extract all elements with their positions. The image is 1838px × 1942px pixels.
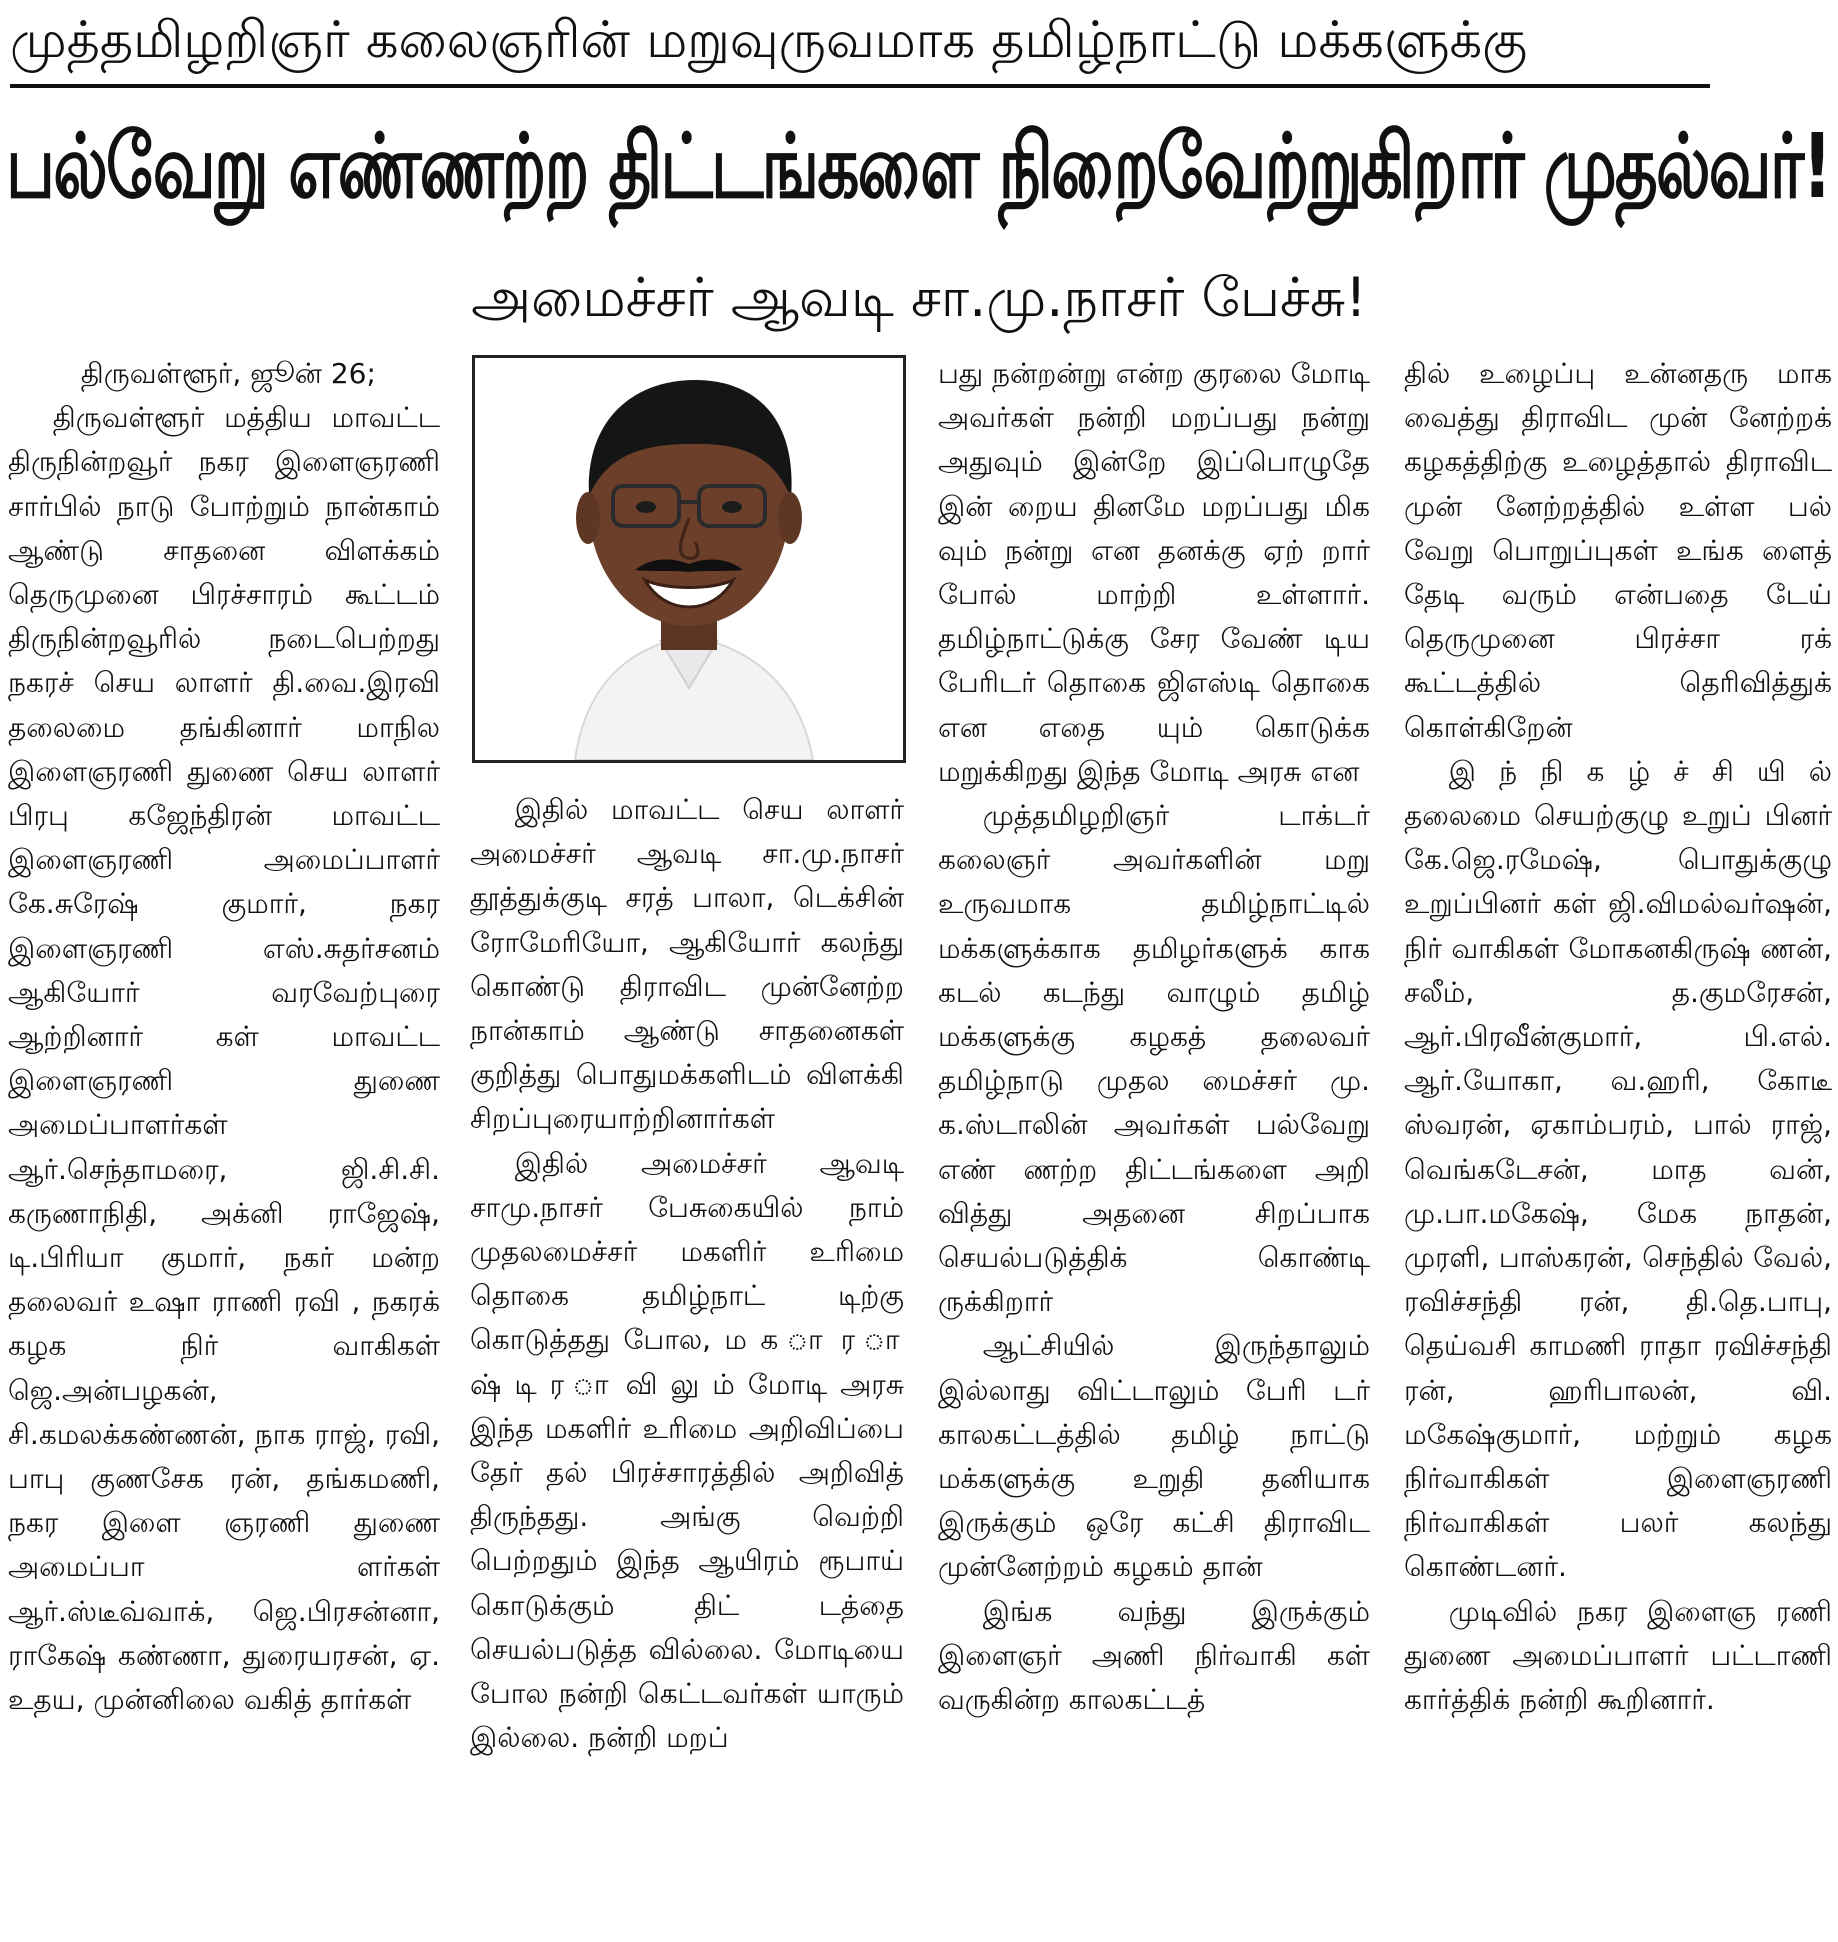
- minister-photo: [472, 355, 906, 763]
- paragraph: இதில் அமைச்சர் ஆவடி சாமு.நாசர் பேசுகையில் நாம் முதலமைச்சர் மகளிர் உரிமை தொகை தமிழ்நாட் டிற்கு கொடுத்தது போல, ம க ா ர ா ஷ் டி ர ா வி லு ம் மோடி அரசு இந்த மகளிர் உரிமை அறிவிப்பை தேர் தல் பிரச்சாரத்தில் அறிவித் திருந்தது. அங்கு வெற்றி பெற்றதும் இந்த ஆயிரம் ரூபாய் கொடுக்கும் திட் டத்தை செயல்படுத்த வில்லை. மோடியை போல நன்றி கெட்டவர்கள் யாரும் இல்லை. நன்றி மறப்: [470, 1146, 904, 1755]
- paragraph: ஆட்சியில் இருந்தாலும் இல்லாது விட்டாலும் பேரி டர் காலகட்டத்தில் தமிழ் நாட்டு மக்களுக்கு உறுதி தனியாக இருக்கும் ஒரே கட்சி திராவிட முன்னேற்றம் கழகம் தான்: [938, 1329, 1370, 1584]
- dateline: திருவள்ளூர், ஜூன் 26;: [80, 357, 376, 390]
- article-column-3: [938, 352, 1370, 1932]
- paragraph: திருவள்ளூர் மத்திய மாவட்ட திருநின்றவூர் நகர இளைஞரணி சார்பில் நாடு போற்றும் நான்காம் ஆண்டு சாதனை விளக்கம் தெருமுனை பிரச்சாரம் கூட்டம் திருநின்றவூரில் நடைபெற்றது நகரச் செய லாளர் தி.வை.இரவி தலைமை தங்கினார் மாநில இளைஞரணி துணை செய லாளர் பிரபு கஜேந்திரன் மாவட்ட இளைஞரணி அமைப்பாளர் கே.சுரேஷ் குமார், நகர இளைஞரணி எஸ்.சுதர்சனம் ஆகியோர் வரவேற்புரை ஆற்றினார் கள் மாவட்ட இளைஞரணி துணை அமைப்பாளர்கள் ஆர்.செந்தாமரை, ஜி.சி.சி. கருணாநிதி, அக்னி ராஜேஷ், டி.பிரியா குமார், நகர் மன்ற தலைவர் உஷா ராணி ரவி , நகரக் கழக நிர் வாகிகள் ஜெ.அன்பழகன், சி.கமலக்கண்ணன், நாக ராஜ், ரவி, பாபு குணசேக ரன், தங்கமணி, நகர இளை ஞரணி துணை அமைப்பா ளர்கள் ஆர்.ஸ்டீவ்வாக், ஜெ.பிரசன்னா, ராகேஷ் கண்ணா, துரையரசன், ஏ. உதய, முன்னிலை வகித் தார்கள்: [8, 401, 440, 1717]
- paragraph: பது நன்றன்று என்ற குரலை மோடி அவர்கள் நன்றி மறப்பது நன்று அதுவும் இன்றே இப்பொழுதே இன் றைய தினமே மறப்பது மிக வும் நன்று என தனக்கு ஏற் றார் போல் மாற்றி உள்ளார். தமிழ்நாட்டுக்கு சேர வேண் டிய பேரிடர் தொகை ஜிஎஸ்டி தொகை என எதை யும் கொடுக்க மறுக்கிறது இந்த மோடி அரசு என: [938, 357, 1370, 788]
- paragraph: தில் உழைப்பு உன்னதரு மாக வைத்து திராவிட முன் னேற்றக் கழகத்திற்கு உழைத்தால் திராவிட முன் னேற்றத்தில் உள்ள பல் வேறு பொறுப்புகள் உங்க ளைத் தேடி வரும் என்பதை டேய் தெருமுனை பிரச்சா ரக் கூட்டத்தில் தெரிவித்துக் கொள்கிறேன்: [1404, 357, 1832, 744]
- sub-headline: அமைச்சர் ஆவடி சா.மு.நாசர் பேச்சு!: [471, 266, 1367, 329]
- article-column-4: [1404, 352, 1832, 1932]
- article-column-1: [8, 352, 440, 1932]
- article-column-2: [470, 788, 904, 1938]
- main-headline: பல்வேறு எண்ணற்ற திட்டங்களை நிறைவேற்றுகிறார் முதல்வர்!: [6, 114, 1831, 219]
- paragraph: இங்க வந்து இருக்கும் இளைஞர் அணி நிர்வாகி கள் வருகின்ற காலகட்டத்: [938, 1594, 1370, 1717]
- paragraph: முத்தமிழறிஞர் டாக்டர் கலைஞர் அவர்களின் மறு உருவமாக தமிழ்நாட்டில் மக்களுக்காக தமிழர்களுக் காக கடல் கடந்து வாழும் தமிழ் மக்களுக்கு கழகத் தலைவர் தமிழ்நாடு முதல மைச்சர் மு. க.ஸ்டாலின் அவர்கள் பல்வேறு எண் ணற்ற திட்டங்களை அறி வித்து அதனை சிறப்பாக செயல்படுத்திக் கொண்டி ருக்கிறார்: [938, 799, 1370, 1319]
- paragraph: முடிவில் நகர இளைஞ ரணி துணை அமைப்பாளர் பட்டாணி கார்த்திக் நன்றி கூறினார்.: [1404, 1594, 1832, 1717]
- kicker-headline: முத்தமிழறிஞர் கலைஞரின் மறுவுருவமாக தமிழ்நாட்டு மக்களுக்கு: [10, 4, 1710, 88]
- paragraph: இ ந் நி க ழ் ச் சி யி ல் தலைமை செயற்குழு உறுப் பினர் கே.ஜெ.ரமேஷ், பொதுக்குழு உறுப்பினர் கள் ஜி.விமல்வர்ஷன், நிர் வாகிகள் மோகனகிருஷ் ணன், சலீம், த.குமரேசன், ஆர்.பிரவீன்குமார், பி.எல். ஆர்.யோகா, வ.ஹரி, கோடீ ஸ்வரன், ஏகாம்பரம், பால் ராஜ், வெங்கடேசன், மாத வன், மு.பா.மகேஷ், மேக நாதன், முரளி, பாஸ்கரன், செந்தில் வேல், ரவிச்சந்தி ரன், தி.தெ.பாபு, தெய்வசி காமணி ராதா ரவிச்சந்தி ரன், ஹரிபாலன், வி. மகேஷ்குமார், மற்றும் கழக நிர்வாகிகள் இளைஞரணி நிர்வாகிகள் பலர் கலந்து கொண்டனர்.: [1404, 754, 1832, 1584]
- paragraph: இதில் மாவட்ட செய லாளர் அமைச்சர் ஆவடி சா.மு.நாசர் தூத்துக்குடி சரத் பாலா, டெக்சின் ரோமேரியோ, ஆகியோர் கலந்து கொண்டு திராவிட முன்னேற்ற நான்காம் ஆண்டு சாதனைகள் குறித்து பொதுமக்களிடம் விளக்கி சிறப்புரையாற்றினார்கள்: [470, 793, 904, 1136]
